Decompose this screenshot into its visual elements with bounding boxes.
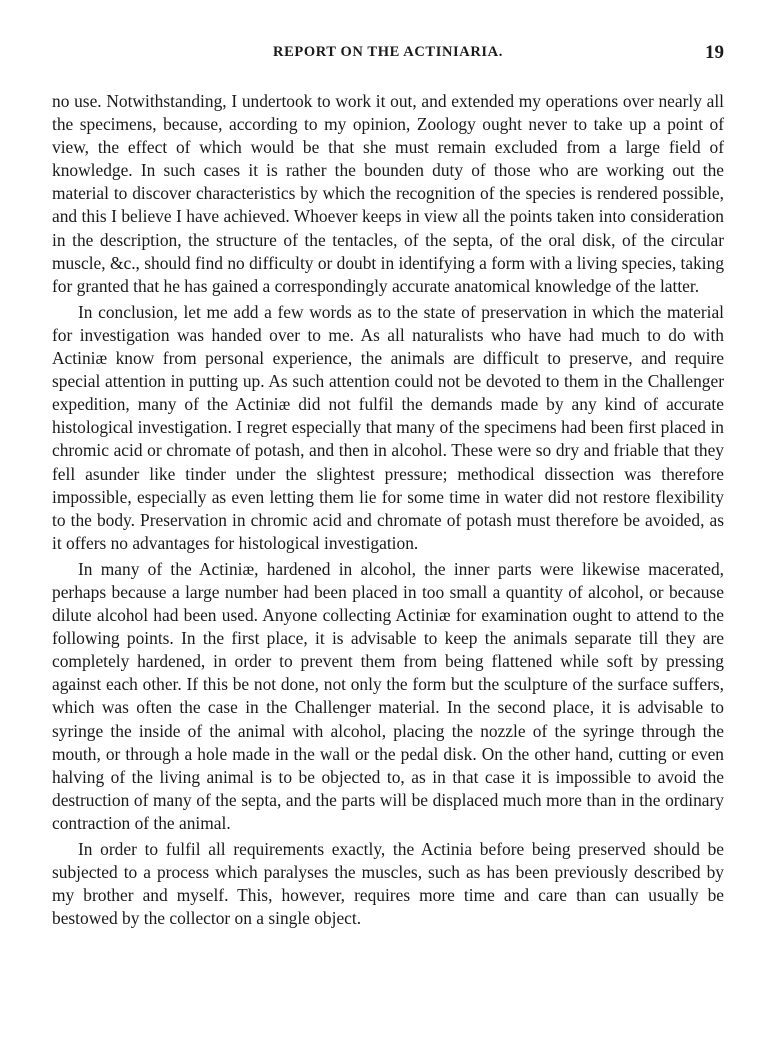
paragraph-3: In many of the Actiniæ, hardened in alcohol, the inner parts were likewise macerated, perhaps because a large number had been placed in too small a quantity of alcohol, or because dilute alcohol had been used. Anyone collecting Actiniæ for examination ought to attend to the following points. In the first place, it is advisable to keep the animals separate till they are completely hardened, in order to prevent them from being flattened while soft by pressing against each other. If this be not done, not only the form but the sculpture of the surface suffers, which was often the case in the Challenger material. In the second place, it is advisable to syringe the inside of the animal with alcohol, placing the nozzle of the syringe through the mouth, or through a hole made in the wall or the pedal disk. On the other hand, cutting or even halving of the living animal is to be objected to, as in that case it is impossible to avoid the destruction of many of the septa, and the parts will be displaced much more than in the ordinary contraction of the animal. [52, 558, 724, 833]
body-text [52, 90, 724, 930]
paragraph-2: In conclusion, let me add a few words as to the state of preservation in which the material for investigation was handed over to me. As all naturalists who have had much to do with Actiniæ know from personal experience, the animals are difficult to preserve, and require special attention in putting up. As such attention could not be devoted to them in the Challenger expedition, many of the Actiniæ did not fulfil the demands made by any kind of accurate histological investigation. I regret especially that many of the specimens had been first placed in chromic acid or chromate of potash, and then in alcohol. These were so dry and friable that they fell asunder like tinder under the slightest pressure; methodical dissection was therefore impossible, especially as even letting them lie for some time in water did not restore flexibility to the body. Preservation in chromic acid and chromate of potash must therefore be avoided, as it offers no advantages for histological investigation. [52, 301, 724, 553]
paragraph-1: no use. Notwithstanding, I undertook to work it out, and extended my operations over nearly all the specimens, because, according to my opinion, Zoology ought never to take up a point of view, the effect of which would be that she must remain excluded from a large field of knowledge. In such cases it is rather the bounden duty of those who are working out the material to discover characteristics by which the recognition of the species is rendered possible, and this I believe I have achieved. Whoever keeps in view all the points taken into consideration in the description, the structure of the tentacles, of the septa, of the oral disk, of the circular muscle, &c., should find no difficulty or doubt in identifying a form with a living species, taking for granted that he has gained a correspondingly accurate anatomical knowledge of the latter. [52, 91, 725, 296]
page-header [52, 44, 724, 70]
paragraph-4: In order to fulfil all requirements exactly, the Actinia before being preserved should be subjected to a process which paralyses the muscles, such as has been previously described by my brother and myself. This, however, requires more time and care than can usually be bestowed by the collector on a single object. [52, 839, 724, 929]
page-number: 19 [705, 42, 724, 63]
running-title: REPORT ON THE ACTINIARIA. [273, 44, 503, 60]
